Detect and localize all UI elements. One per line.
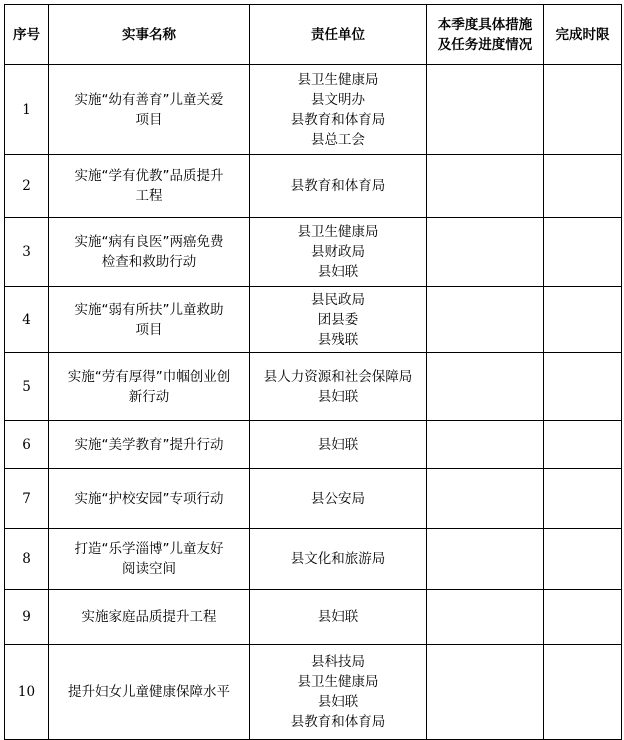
responsible-unit: 县民政局 xyxy=(311,291,365,308)
row-responsible-units xyxy=(250,65,427,155)
row-seq: 6 xyxy=(5,421,49,469)
task-name-line: 实施“学有优教”品质提升 xyxy=(74,168,224,184)
row-seq: 7 xyxy=(5,469,49,529)
row-deadline-cell xyxy=(544,65,622,155)
table-row xyxy=(5,469,622,529)
row-seq: 8 xyxy=(5,529,49,590)
header-name: 实事名称 xyxy=(49,5,250,65)
row-responsible-units xyxy=(250,645,427,740)
row-responsible-units xyxy=(250,529,427,590)
tasks-table xyxy=(4,4,622,740)
row-seq: 10 xyxy=(5,645,49,740)
row-progress-cell xyxy=(427,590,544,645)
table-row xyxy=(5,529,622,590)
row-seq: 1 xyxy=(5,65,49,155)
row-progress-cell xyxy=(427,65,544,155)
task-name-line: 项目 xyxy=(135,321,163,338)
row-progress-cell xyxy=(427,155,544,218)
responsible-unit: 县教育和体育局 xyxy=(290,178,386,194)
row-responsible-units xyxy=(250,353,427,421)
responsible-unit: 县文化和旅游局 xyxy=(290,551,386,567)
responsible-unit: 团县委 xyxy=(317,311,359,328)
row-deadline-cell xyxy=(544,645,622,740)
row-seq: 2 xyxy=(5,155,49,218)
responsible-unit: 县妇联 xyxy=(317,694,359,710)
task-name-line: 提升妇女儿童健康保障水平 xyxy=(68,684,230,700)
row-progress-cell xyxy=(427,353,544,421)
responsible-unit: 县卫生健康局 xyxy=(297,224,379,240)
responsible-unit: 县妇联 xyxy=(317,264,359,280)
responsible-unit: 县残联 xyxy=(317,331,359,348)
row-deadline-cell xyxy=(544,353,622,421)
table-row xyxy=(5,421,622,469)
task-name-line: 实施“美学教育”提升行动 xyxy=(74,436,224,453)
row-task-name xyxy=(49,155,250,218)
header-seq: 序号 xyxy=(5,5,49,65)
responsible-unit: 县卫生健康局 xyxy=(297,674,379,690)
responsible-unit: 县卫生健康局 xyxy=(297,71,379,88)
responsible-unit: 县教育和体育局 xyxy=(290,714,386,730)
row-progress-cell xyxy=(427,645,544,740)
table-row xyxy=(5,645,622,740)
row-responsible-units xyxy=(250,590,427,645)
task-name-line: 实施“护校安园”专项行动 xyxy=(74,490,224,507)
row-task-name xyxy=(49,645,250,740)
task-name-line: 实施“幼有善育”儿童关爱 xyxy=(74,91,224,108)
header-progress-line2: 及任务进度情况 xyxy=(437,36,533,53)
task-name-line: 检查和救助行动 xyxy=(101,254,197,270)
row-responsible-units xyxy=(250,287,427,353)
responsible-unit: 县妇联 xyxy=(317,388,359,405)
row-task-name xyxy=(49,529,250,590)
row-task-name xyxy=(49,590,250,645)
row-seq: 4 xyxy=(5,287,49,353)
row-deadline-cell xyxy=(544,287,622,353)
row-task-name xyxy=(49,353,250,421)
row-deadline-cell xyxy=(544,218,622,287)
row-task-name xyxy=(49,218,250,287)
row-deadline-cell xyxy=(544,421,622,469)
row-responsible-units xyxy=(250,469,427,529)
header-progress-line1: 本季度具体措施 xyxy=(437,16,533,33)
responsible-unit: 县妇联 xyxy=(317,436,359,453)
row-progress-cell xyxy=(427,421,544,469)
row-seq: 5 xyxy=(5,353,49,421)
task-name-line: 实施“病有良医”两癌免费 xyxy=(74,234,224,250)
table-row xyxy=(5,218,622,287)
task-name-line: 实施“劳有厚得”巾帼创业创 xyxy=(67,368,231,385)
row-deadline-cell xyxy=(544,529,622,590)
row-responsible-units xyxy=(250,218,427,287)
row-progress-cell xyxy=(427,287,544,353)
row-task-name xyxy=(49,65,250,155)
row-progress-cell xyxy=(427,218,544,287)
row-progress-cell xyxy=(427,529,544,590)
row-deadline-cell xyxy=(544,469,622,529)
row-responsible-units xyxy=(250,155,427,218)
task-name-line: 工程 xyxy=(135,188,163,204)
task-name-line: 阅读空间 xyxy=(122,561,176,577)
responsible-unit: 县教育和体育局 xyxy=(290,111,386,128)
row-task-name xyxy=(49,469,250,529)
table-row xyxy=(5,65,622,155)
row-task-name xyxy=(49,287,250,353)
task-name-line: 新行动 xyxy=(128,388,170,405)
responsible-unit: 县科技局 xyxy=(311,654,365,670)
row-responsible-units xyxy=(250,421,427,469)
task-name-line: 打造“乐学淄博”儿童友好 xyxy=(74,541,224,557)
header-deadline: 完成时限 xyxy=(544,5,622,65)
responsible-unit: 县总工会 xyxy=(311,131,365,148)
header-unit: 责任单位 xyxy=(250,5,427,65)
table-row xyxy=(5,287,622,353)
row-task-name xyxy=(49,421,250,469)
row-seq: 9 xyxy=(5,590,49,645)
task-name-line: 项目 xyxy=(135,111,163,128)
responsible-unit: 县妇联 xyxy=(317,609,359,625)
table-row xyxy=(5,590,622,645)
task-name-line: 实施家庭品质提升工程 xyxy=(81,609,217,625)
responsible-unit: 县财政局 xyxy=(311,244,365,260)
task-name-line: 实施“弱有所扶”儿童救助 xyxy=(74,301,224,318)
table-row xyxy=(5,353,622,421)
responsible-unit: 县人力资源和社会保障局 xyxy=(263,368,413,385)
responsible-unit: 县公安局 xyxy=(311,490,365,507)
header-row xyxy=(5,5,622,65)
table-row xyxy=(5,155,622,218)
row-progress-cell xyxy=(427,469,544,529)
header-progress xyxy=(427,5,544,65)
row-seq: 3 xyxy=(5,218,49,287)
responsible-unit: 县文明办 xyxy=(311,91,365,108)
row-deadline-cell xyxy=(544,155,622,218)
row-deadline-cell xyxy=(544,590,622,645)
